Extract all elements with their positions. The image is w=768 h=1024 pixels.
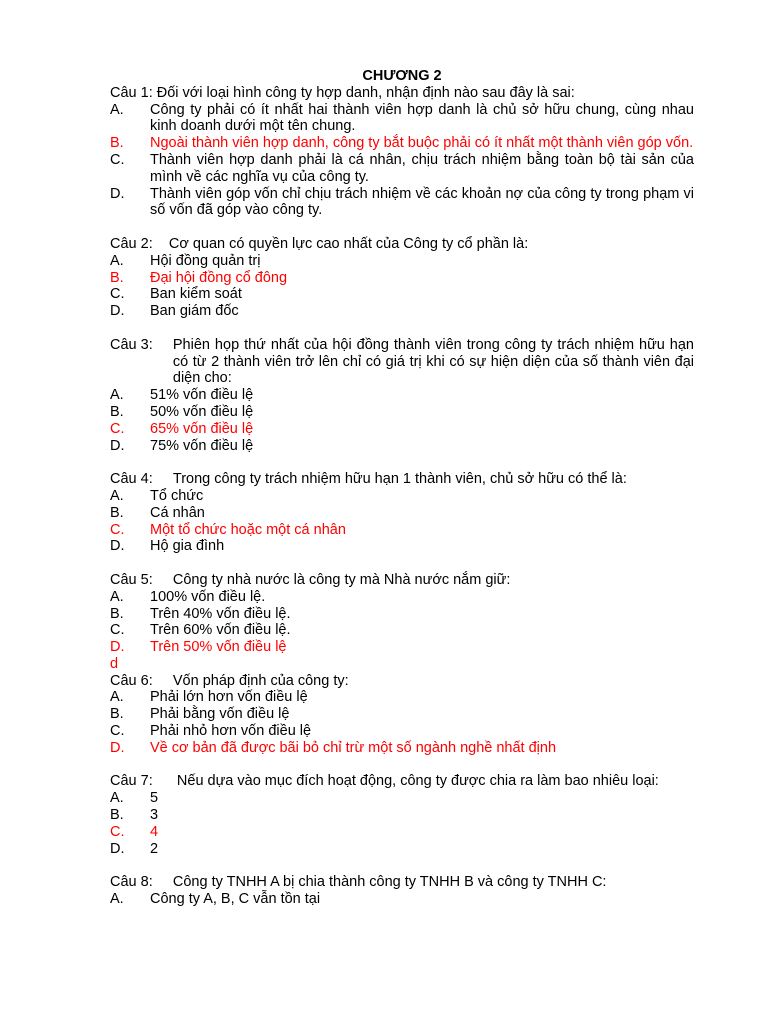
- option-text: Thành viên góp vốn chỉ chịu trách nhiệm về các khoản nợ của công ty trong phạm vi số vốn đã góp vào công ty.: [150, 185, 694, 219]
- option-letter: B.: [110, 807, 124, 824]
- question-3: [110, 337, 694, 455]
- option-text: 3: [150, 807, 159, 824]
- option-letter: A.: [110, 101, 124, 118]
- question-2: [110, 236, 694, 320]
- answer-option-a: [110, 102, 694, 136]
- question-text: Phiên họp thứ nhất của hội đồng thành viên trong công ty trách nhiệm hữu hạn có từ 2 thành viên trở lên chỉ có giá trị khi có sự hiện diện của số thành viên đại diện cho:: [172, 336, 694, 387]
- option-letter: A.: [110, 689, 124, 706]
- option-text: Đại hội đồng cổ đông: [150, 269, 288, 286]
- question-stem: [110, 236, 694, 253]
- answer-option-a: [110, 488, 694, 505]
- question-label: Câu 5:: [110, 571, 153, 588]
- question-label: Câu 3:: [110, 336, 153, 353]
- answer-option-a: [110, 891, 694, 908]
- option-text: Phải bằng vốn điều lệ: [150, 706, 290, 723]
- option-text: 5: [150, 790, 159, 807]
- answer-option-c: [110, 152, 694, 186]
- option-letter: C.: [110, 823, 125, 840]
- option-text: 75% vốn điều lệ: [150, 437, 254, 454]
- option-letter: B.: [110, 403, 124, 420]
- option-letter: C.: [110, 151, 125, 168]
- option-text: Phải lớn hơn vốn điều lệ: [150, 689, 308, 706]
- option-letter: A.: [110, 588, 124, 605]
- option-text: Ban kiểm soát: [150, 286, 242, 303]
- option-text: Về cơ bản đã được bãi bỏ chỉ trừ một số ngành nghề nhất định: [150, 739, 557, 756]
- answer-option-d: [110, 841, 694, 858]
- option-text: Một tổ chức hoặc một cá nhân: [150, 521, 346, 538]
- option-text: Trên 60% vốn điều lệ.: [150, 622, 291, 639]
- question-gap: [153, 673, 173, 690]
- question-text: Trong công ty trách nhiệm hữu hạn 1 thành viên, chủ sở hữu có thể là:: [172, 471, 627, 488]
- question-label: Câu 7:: [110, 773, 153, 790]
- chapter-title: CHƯƠNG 2: [362, 68, 442, 84]
- question-text: Công ty nhà nước là công ty mà Nhà nước nắm giữ:: [172, 571, 511, 588]
- answer-option-c: [110, 421, 694, 438]
- answer-option-d: [110, 639, 694, 656]
- option-text: 100% vốn điều lệ.: [150, 588, 266, 605]
- answer-option-a: [110, 253, 694, 270]
- option-text: Tổ chức: [150, 487, 204, 504]
- option-text: Trên 50% vốn điều lệ: [150, 639, 287, 656]
- answer-option-c: [110, 723, 694, 740]
- answer-option-b: [110, 135, 694, 152]
- question-stem: [110, 673, 694, 690]
- question-label: Câu 4:: [110, 471, 153, 488]
- answer-option-b: [110, 505, 694, 522]
- question-stem: [110, 773, 694, 790]
- option-text: 2: [150, 840, 159, 857]
- question-stem: [110, 337, 694, 387]
- option-letter: C.: [110, 420, 125, 437]
- answer-option-b: [110, 807, 694, 824]
- answer-option-a: [110, 387, 694, 404]
- answer-option-a: [110, 589, 694, 606]
- question-6: [110, 673, 694, 757]
- option-letter: A.: [110, 487, 124, 504]
- document-page: [110, 68, 694, 925]
- question-label: Câu 2:: [110, 235, 153, 252]
- answer-option-d: [110, 438, 694, 455]
- option-text: Thành viên hợp danh phải là cá nhân, chịu trách nhiệm bằng toàn bộ tài sản của mình về các nghĩa vụ của công ty.: [150, 151, 694, 185]
- option-letter: B.: [110, 269, 124, 286]
- answer-option-c: [110, 824, 694, 841]
- question-stem: [110, 874, 694, 891]
- option-text: Hộ gia đình: [150, 538, 225, 555]
- question-label: Câu 6:: [110, 672, 153, 689]
- option-letter: D.: [110, 185, 125, 202]
- question-text: Nếu dựa vào mục đích hoạt động, công ty được chia ra làm bao nhiêu loại:: [176, 773, 659, 790]
- question-gap: [153, 572, 173, 589]
- option-letter: D.: [110, 437, 125, 454]
- answer-option-a: [110, 790, 694, 807]
- question-gap: [153, 874, 173, 891]
- question-8: [110, 874, 694, 908]
- question-1: [110, 85, 694, 219]
- question-gap: [153, 773, 177, 790]
- option-text: Hội đồng quản trị: [150, 252, 261, 269]
- option-text: Ngoài thành viên hợp danh, công ty bắt buộc phải có ít nhất một thành viên góp vốn.: [150, 135, 694, 152]
- answer-option-b: [110, 404, 694, 421]
- question-text: Công ty TNHH A bị chia thành công ty TNHH B và công ty TNHH C:: [172, 874, 607, 891]
- answer-option-d: [110, 186, 694, 220]
- question-text: Cơ quan có quyền lực cao nhất của Công ty cổ phần là:: [168, 235, 529, 252]
- answer-option-b: [110, 270, 694, 287]
- question-label: Câu 8:: [110, 874, 153, 891]
- option-letter: C.: [110, 622, 125, 639]
- answer-option-b: [110, 606, 694, 623]
- option-text: 65% vốn điều lệ: [150, 420, 254, 437]
- answer-option-b: [110, 706, 694, 723]
- question-5: [110, 572, 694, 673]
- option-text: Công ty phải có ít nhất hai thành viên hợp danh là chủ sở hữu chung, cùng nhau kinh doanh dưới một tên chung.: [150, 101, 694, 135]
- answer-option-d: [110, 538, 694, 555]
- option-letter: B.: [110, 504, 124, 521]
- option-letter: A.: [110, 790, 124, 807]
- answer-option-c: [110, 286, 694, 303]
- option-text: Trên 40% vốn điều lệ.: [150, 605, 291, 622]
- option-letter: D.: [110, 840, 125, 857]
- question-stem: [110, 572, 694, 589]
- option-letter: D.: [110, 303, 125, 320]
- question-text: Đối với loại hình công ty hợp danh, nhận định nào sau đây là sai:: [156, 84, 575, 101]
- option-letter: C.: [110, 723, 125, 740]
- option-letter: C.: [110, 286, 125, 303]
- answer-option-c: [110, 622, 694, 639]
- option-letter: D.: [110, 639, 125, 656]
- answer-option-a: [110, 689, 694, 706]
- option-letter: A.: [110, 252, 124, 269]
- option-text: Phải nhỏ hơn vốn điều lệ: [150, 723, 312, 740]
- question-text: Vốn pháp định của công ty:: [172, 672, 349, 689]
- option-letter: D.: [110, 538, 125, 555]
- stray-mark: d: [110, 655, 119, 672]
- question-gap: [153, 471, 173, 488]
- question-label: Câu 1:: [110, 84, 153, 101]
- option-letter: C.: [110, 521, 125, 538]
- question-7: [110, 773, 694, 857]
- option-letter: A.: [110, 387, 124, 404]
- question-stem: [110, 471, 694, 488]
- answer-option-c: [110, 522, 694, 539]
- question-gap: [153, 337, 173, 387]
- question-list: [110, 85, 694, 908]
- option-letter: D.: [110, 739, 125, 756]
- option-text: 4: [150, 823, 159, 840]
- question-gap: [153, 236, 169, 253]
- option-text: Ban giám đốc: [150, 303, 239, 320]
- option-letter: B.: [110, 135, 124, 152]
- question-4: [110, 471, 694, 555]
- option-text: Công ty A, B, C vẫn tồn tại: [150, 891, 321, 908]
- option-text: Cá nhân: [150, 504, 205, 521]
- question-stem: [110, 85, 694, 102]
- option-text: 51% vốn điều lệ: [150, 387, 254, 404]
- option-letter: A.: [110, 891, 124, 908]
- option-letter: B.: [110, 706, 124, 723]
- option-text: 50% vốn điều lệ: [150, 403, 254, 420]
- option-letter: B.: [110, 605, 124, 622]
- answer-option-d: [110, 303, 694, 320]
- answer-option-d: [110, 740, 694, 757]
